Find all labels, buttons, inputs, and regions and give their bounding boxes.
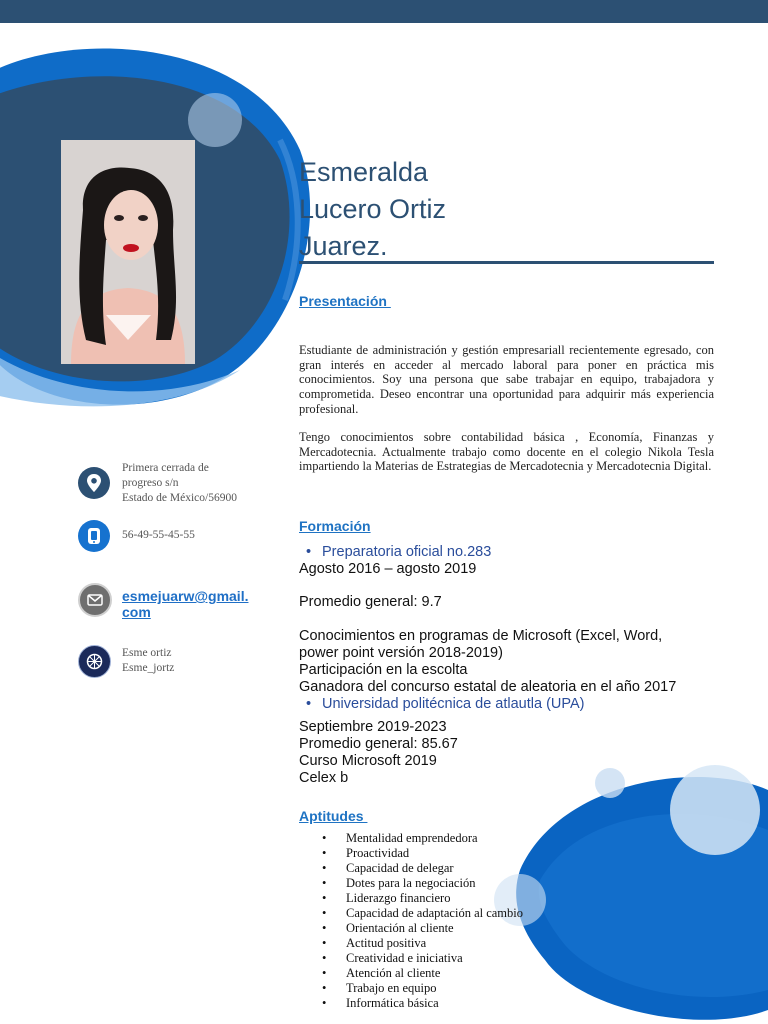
- presentacion-heading: Presentación: [299, 293, 391, 309]
- list-item: • Creatividad e iniciativa: [319, 951, 523, 966]
- achievement-item: Ganadora del concurso estatal de aleatoria en el año 2017: [299, 679, 677, 695]
- achievement-item: Conocimientos en programas de Microsoft (Excel, Word,: [299, 628, 663, 644]
- location-pin-icon: [78, 467, 110, 499]
- profile-photo: [61, 140, 195, 364]
- school-1: • Preparatoria oficial no.283: [299, 544, 719, 561]
- bottom-right-circle: [494, 765, 768, 1020]
- phone-icon: [78, 520, 110, 552]
- email-line: esmejuarw@gmail.: [122, 588, 249, 604]
- list-item: • Atención al cliente: [319, 966, 523, 981]
- email-line: com: [122, 604, 151, 620]
- list-item: • Dotes para la negociación: [319, 876, 523, 891]
- school-2-average: Promedio general: 85.67: [299, 736, 458, 752]
- address-line: Primera cerrada de: [122, 462, 209, 474]
- formacion-block-2: [299, 719, 719, 787]
- achievement-item: Participación en la escolta: [299, 662, 468, 678]
- formacion-block-1: [299, 544, 719, 578]
- candidate-name: [299, 154, 619, 265]
- list-item: • Capacidad de delegar: [319, 861, 523, 876]
- aptitudes-list: [319, 831, 523, 1011]
- formacion-achievements: [299, 628, 719, 713]
- social-icon: [78, 645, 111, 678]
- list-item: • Orientación al cliente: [319, 921, 523, 936]
- list-item: • Actitud positiva: [319, 936, 523, 951]
- address-text: [122, 461, 237, 506]
- phone-number: 56-49-55-45-55: [122, 529, 195, 541]
- address-line: Estado de México/56900: [122, 492, 237, 504]
- aptitudes-heading: Aptitudes: [299, 808, 368, 824]
- list-item: • Capacidad de adaptación al cambio: [319, 906, 523, 921]
- portrait-illustration: [61, 140, 195, 364]
- address-line: progreso s/n: [122, 477, 179, 489]
- name-divider: [299, 261, 714, 264]
- list-item: • Trabajo en equipo: [319, 981, 523, 996]
- list-item: • Proactividad: [319, 846, 523, 861]
- school-1-period: Agosto 2016 – agosto 2019: [299, 561, 477, 577]
- name-line-middle: Lucero Ortiz: [299, 194, 447, 224]
- social-line: Esme_jortz: [122, 662, 175, 674]
- social-line: Esme ortiz: [122, 647, 172, 659]
- school-2-course: Curso Microsoft 2019: [299, 753, 437, 769]
- formacion-heading: Formación: [299, 518, 371, 534]
- presentacion-paragraph-2: Tengo conocimientos sobre contabilidad básica , Economía, Finanzas y Mercadotecnia. Actualmente trabajo como docente en el colegio Nikola Tesla impartiendo la Materias de Estrategias de Mercadotecnia y Mercadotecnia Digital.: [299, 430, 714, 474]
- name-line-last: Juarez.: [299, 231, 388, 261]
- mail-icon: [78, 583, 112, 617]
- achievement-item: power point versión 2018-2019): [299, 645, 503, 661]
- list-item: • Liderazgo financiero: [319, 891, 523, 906]
- school-2-language: Celex b: [299, 770, 349, 786]
- school-2-period: Septiembre 2019-2023: [299, 719, 447, 735]
- social-text: [122, 646, 174, 676]
- presentacion-paragraph-1: Estudiante de administración y gestión empresariall recientemente egresado, con gran interés en acceder al mercado laboral para poner en práctica mis conocimientos. Soy una persona que sabe trabajar en equipo, trabajadora y comprometida. Deseo encontrar una oportunidad para adquirir más experiencia profesional.: [299, 343, 714, 416]
- school-2: • Universidad politécnica de atlautla (UPA): [299, 696, 719, 713]
- name-line-first: Esmeralda: [299, 157, 429, 187]
- school-1-average: Promedio general: 9.7: [299, 594, 442, 610]
- email-link[interactable]: [122, 588, 248, 620]
- list-item: • Informática básica: [319, 996, 523, 1011]
- list-item: • Mentalidad emprendedora: [319, 831, 523, 846]
